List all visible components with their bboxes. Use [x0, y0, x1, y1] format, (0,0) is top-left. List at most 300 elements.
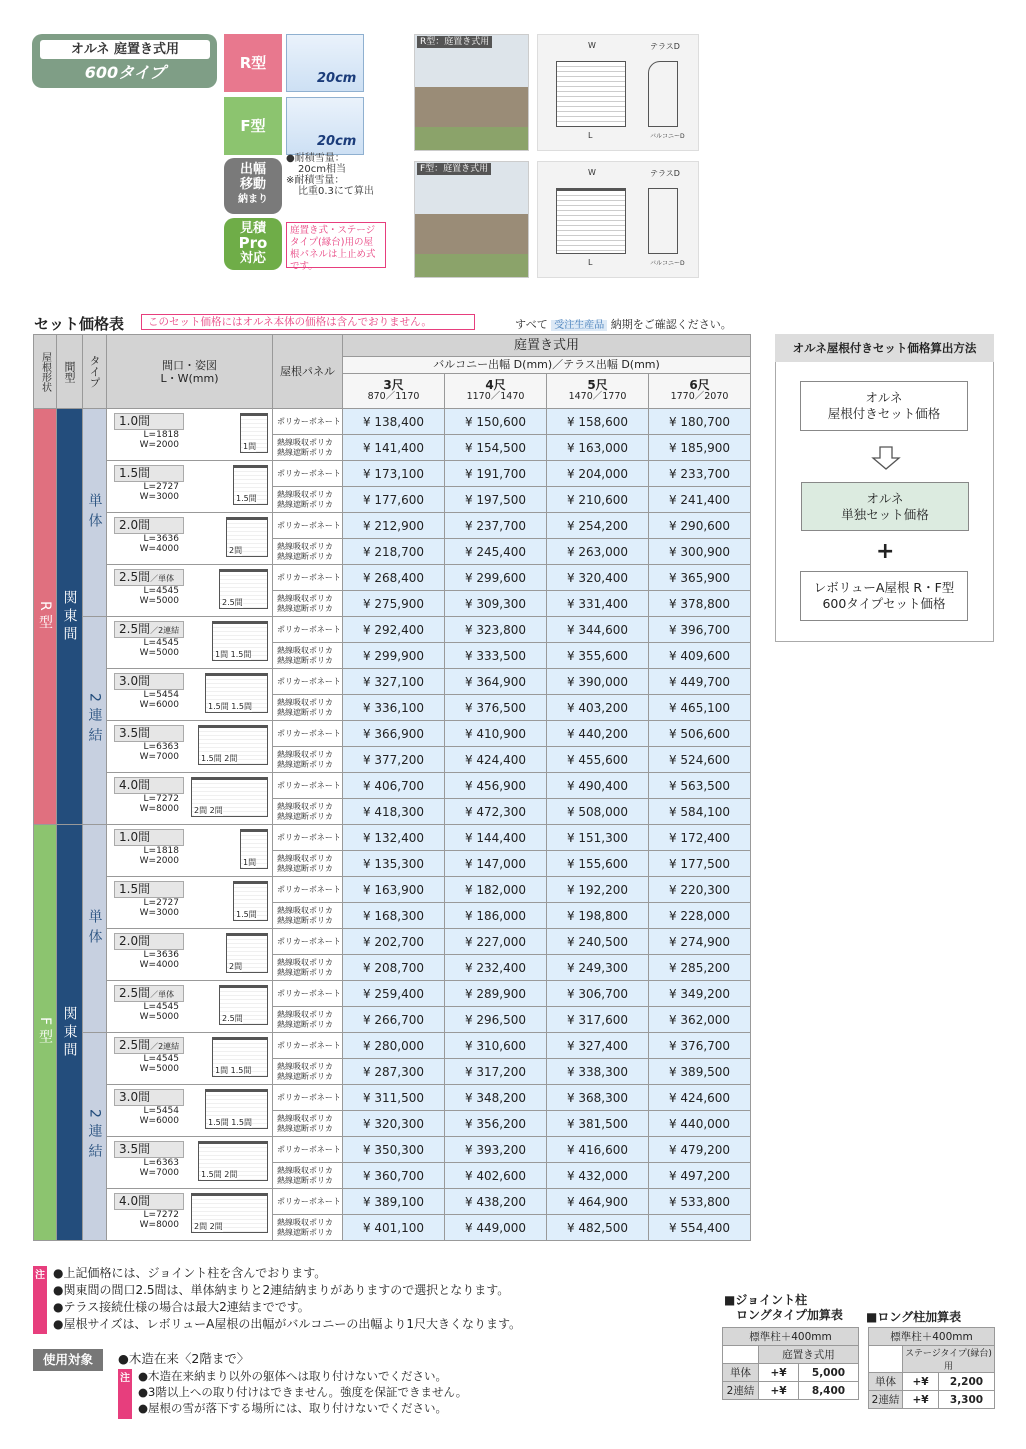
- price-cell: ¥ 465,100: [649, 695, 751, 721]
- size-l: L=4545: [143, 586, 179, 596]
- size-w: W=3000: [139, 908, 179, 918]
- side-view: [648, 61, 678, 127]
- size-label-main: 4.0間: [119, 1194, 151, 1208]
- panel-pc: ポリカーボネート: [273, 617, 343, 643]
- notes-list: [53, 1265, 521, 1333]
- price-cell: ¥ 180,700: [649, 409, 751, 435]
- price-cell: ¥ 197,500: [445, 487, 547, 513]
- use-notes-list: [138, 1368, 467, 1416]
- size-w: W=8000: [139, 804, 179, 814]
- calc-line: 600タイプセット価格: [822, 596, 946, 611]
- note-tag: 注: [33, 1266, 47, 1334]
- note-line: 20cm相当: [298, 164, 346, 175]
- frame-icon: [233, 881, 268, 921]
- size-label: [114, 725, 184, 742]
- joint-row-sign: +¥: [759, 1382, 799, 1400]
- frame-icon: [191, 777, 268, 817]
- price-cell: ¥ 432,000: [547, 1163, 649, 1189]
- size-label-main: 2.5間: [119, 570, 151, 584]
- panel-pc: ポリカーボネート: [273, 513, 343, 539]
- col-mm: 870／1170: [367, 391, 420, 402]
- frame-icon: [226, 933, 268, 973]
- size-w: W=3000: [139, 492, 179, 502]
- frame-icon-label: 2間: [229, 962, 243, 971]
- price-cell: ¥ 320,400: [547, 565, 649, 591]
- dim-l: L: [588, 131, 593, 140]
- order-suffix: 納期をご確認ください。: [610, 318, 732, 331]
- price-row: [34, 1189, 751, 1215]
- price-cell: ¥ 173,100: [343, 461, 445, 487]
- size-label-main: 1.0間: [119, 414, 151, 428]
- price-cell: ¥ 464,900: [547, 1189, 649, 1215]
- product-title: オルネ 庭置き式用: [40, 40, 210, 59]
- frame-icon: [233, 465, 268, 505]
- panel-heat: 熱線吸収ポリカ 熱線遮断ポリカ: [273, 955, 343, 981]
- snow-note: [286, 153, 374, 197]
- frame-icon: [212, 1037, 268, 1077]
- price-cell: ¥ 338,300: [547, 1059, 649, 1085]
- price-cell: ¥ 254,200: [547, 513, 649, 539]
- size-cell: [107, 1033, 273, 1085]
- frame-icon-label: 1間 1.5間: [215, 650, 252, 659]
- use-note-tag: 注: [118, 1369, 132, 1419]
- price-cell: ¥ 208,700: [343, 955, 445, 981]
- price-cell: ¥ 356,200: [445, 1111, 547, 1137]
- panel-heat: 熱線吸収ポリカ 熱線遮断ポリカ: [273, 1163, 343, 1189]
- frame-icon: [219, 985, 268, 1025]
- header-sub: バルコニー出幅 D(mm)／テラス出幅 D(mm): [343, 357, 751, 374]
- note-line: ※耐積雪量：: [286, 175, 345, 186]
- joint-table-title: [724, 1293, 843, 1323]
- panel-heat: 熱線吸収ポリカ 熱線遮断ポリカ: [273, 695, 343, 721]
- col-header: [343, 374, 445, 409]
- joint-row-label: 単体: [723, 1364, 759, 1382]
- price-cell: ¥ 280,000: [343, 1033, 445, 1059]
- dim-bd: バルコニーD: [650, 260, 685, 267]
- price-row: [34, 1033, 751, 1059]
- size-cell: [107, 565, 273, 617]
- price-cell: ¥ 331,400: [547, 591, 649, 617]
- size-w: W=2000: [139, 856, 179, 866]
- snow-load-label: 20cm: [317, 71, 357, 86]
- price-row: [34, 565, 751, 591]
- price-cell: ¥ 227,000: [445, 929, 547, 955]
- frame-icon-label: 1.5間: [236, 494, 257, 503]
- joint-sub: 庭置き式用: [759, 1346, 859, 1364]
- use-note-item: ●屋根の雪が落下する場所には、取り付けないでください。: [138, 1401, 448, 1415]
- price-cell: ¥ 479,200: [649, 1137, 751, 1163]
- panel-pc: ポリカーボネート: [273, 669, 343, 695]
- size-w: W=5000: [139, 596, 179, 606]
- panel-heat: 熱線吸収ポリカ 熱線遮断ポリカ: [273, 1111, 343, 1137]
- frame-icon-label: 1間: [243, 858, 257, 867]
- long-row-value: 2,200: [939, 1373, 995, 1391]
- price-cell: ¥ 424,600: [649, 1085, 751, 1111]
- price-row: [34, 721, 751, 747]
- product-subtitle: 600タイプ: [84, 63, 166, 82]
- price-cell: ¥ 135,300: [343, 851, 445, 877]
- frame-icon-label: 2間 2間: [194, 1222, 223, 1231]
- long-row-label: 単体: [869, 1373, 903, 1391]
- size-w: W=7000: [139, 1168, 179, 1178]
- size-label: [114, 1089, 184, 1106]
- roof-shape-cell: R型: [34, 409, 57, 825]
- size-label-sub: ／2連結: [150, 1042, 180, 1051]
- r-type-badge: R型: [224, 34, 282, 92]
- size-w: W=5000: [139, 1012, 179, 1022]
- frame-icon-label: 2.5間: [222, 598, 243, 607]
- price-cell: ¥ 177,600: [343, 487, 445, 513]
- header-ken: 間型: [57, 335, 83, 409]
- dim-w: W: [588, 168, 596, 177]
- price-row: [34, 825, 751, 851]
- long-row-sign: +¥: [903, 1373, 939, 1391]
- header-shape: 屋根形状: [34, 335, 57, 409]
- price-cell: ¥ 310,600: [445, 1033, 547, 1059]
- frame-icon-label: 1.5間 1.5間: [208, 1118, 252, 1127]
- front-view: [556, 61, 626, 127]
- dim-w: W: [588, 41, 596, 50]
- size-label: [114, 1141, 184, 1158]
- frame-icon-label: 1.5間 1.5間: [208, 702, 252, 711]
- size-l: L=1818: [143, 846, 179, 856]
- note-line: ●耐積雪量：: [286, 153, 345, 164]
- size-cell: [107, 877, 273, 929]
- price-cell: ¥ 360,700: [343, 1163, 445, 1189]
- price-cell: ¥ 220,300: [649, 877, 751, 903]
- price-cell: ¥ 172,400: [649, 825, 751, 851]
- panel-heat: 熱線吸収ポリカ 熱線遮断ポリカ: [273, 851, 343, 877]
- price-cell: ¥ 259,400: [343, 981, 445, 1007]
- price-cell: ¥ 151,300: [547, 825, 649, 851]
- col-shaku: 3尺: [383, 378, 404, 392]
- price-cell: ¥ 355,600: [547, 643, 649, 669]
- frame-icon: [219, 569, 268, 609]
- joint-title-line: ロングタイプ加算表: [736, 1308, 843, 1322]
- price-cell: ¥ 349,200: [649, 981, 751, 1007]
- order-prefix: すべて: [515, 318, 548, 331]
- size-cell: [107, 1085, 273, 1137]
- price-cell: ¥ 508,000: [547, 799, 649, 825]
- joint-row-value: 5,000: [799, 1364, 859, 1382]
- long-table: [868, 1327, 995, 1409]
- header-group: 庭置き式用: [343, 335, 751, 357]
- long-sub: ステージタイプ(縁台)用: [903, 1346, 995, 1373]
- price-cell: ¥ 155,600: [547, 851, 649, 877]
- price-cell: ¥ 228,000: [649, 903, 751, 929]
- estimate-pro-badge: [224, 218, 282, 270]
- size-label: [114, 569, 184, 586]
- roof-shape-cell: F型: [34, 825, 57, 1241]
- price-cell: ¥ 132,400: [343, 825, 445, 851]
- size-l: L=6363: [143, 1158, 179, 1168]
- size-label: [114, 413, 184, 430]
- size-cell: [107, 617, 273, 669]
- projection-move-badge: [224, 158, 282, 214]
- size-label: [114, 881, 184, 898]
- frame-icon: [205, 1089, 268, 1129]
- price-cell: ¥ 584,100: [649, 799, 751, 825]
- panel-pc: ポリカーボネート: [273, 929, 343, 955]
- col-header: [547, 374, 649, 409]
- price-cell: ¥ 362,000: [649, 1007, 751, 1033]
- f-type-badge: F型: [224, 97, 282, 155]
- use-note-item: ●3階以上への取り付けはできません。強度を保証できません。: [138, 1385, 468, 1399]
- r-type-drawing: [537, 34, 699, 151]
- size-l: L=5454: [143, 1106, 179, 1116]
- size-w: W=6000: [139, 1116, 179, 1126]
- long-table-title: ■ロング柱加算表: [866, 1310, 962, 1324]
- header-size-l2: L・W(mm): [160, 371, 219, 385]
- frame-icon-label: 1間: [243, 442, 257, 451]
- use-note-item: ●木造在来納まり以外の躯体へは取り付けないでください。: [138, 1369, 448, 1383]
- price-row: [34, 773, 751, 799]
- price-cell: ¥ 472,300: [445, 799, 547, 825]
- panel-pc: ポリカーボネート: [273, 1137, 343, 1163]
- size-cell: [107, 929, 273, 981]
- price-table: [33, 334, 751, 1241]
- price-cell: ¥ 368,300: [547, 1085, 649, 1111]
- frame-icon-label: 1.5間 2間: [201, 1170, 238, 1179]
- price-cell: ¥ 218,700: [343, 539, 445, 565]
- panel-heat: 熱線吸収ポリカ 熱線遮断ポリカ: [273, 435, 343, 461]
- price-cell: ¥ 497,200: [649, 1163, 751, 1189]
- price-cell: ¥ 182,000: [445, 877, 547, 903]
- calc-method-title: オルネ屋根付きセット価格算出方法: [775, 334, 994, 362]
- joint-row-sign: +¥: [759, 1364, 799, 1382]
- price-cell: ¥ 320,300: [343, 1111, 445, 1137]
- price-row: [34, 513, 751, 539]
- price-cell: ¥ 300,900: [649, 539, 751, 565]
- header-size: [107, 335, 273, 409]
- frame-icon: [198, 1141, 268, 1181]
- down-arrow-icon: [871, 446, 901, 470]
- price-row: [34, 1137, 751, 1163]
- price-cell: ¥ 506,600: [649, 721, 751, 747]
- long-row-value: 3,300: [939, 1391, 995, 1409]
- price-cell: ¥ 233,700: [649, 461, 751, 487]
- dim-d: テラスD: [650, 42, 680, 51]
- price-cell: ¥ 285,200: [649, 955, 751, 981]
- size-label: [114, 829, 184, 846]
- note-item: ●屋根サイズは、レボリューA屋根の出幅がバルコニーの出幅より1尺大きくなります。: [53, 1317, 522, 1331]
- price-cell: ¥ 366,900: [343, 721, 445, 747]
- price-cell: ¥ 389,500: [649, 1059, 751, 1085]
- price-cell: ¥ 309,300: [445, 591, 547, 617]
- frame-icon-label: 2間: [229, 546, 243, 555]
- price-row: [34, 617, 751, 643]
- panel-pc: ポリカーボネート: [273, 773, 343, 799]
- calc-line: オルネ: [866, 491, 904, 506]
- price-cell: ¥ 401,100: [343, 1215, 445, 1241]
- size-label-main: 2.0間: [119, 518, 151, 532]
- calc-line: 屋根付きセット価格: [827, 406, 941, 421]
- price-cell: ¥ 456,900: [445, 773, 547, 799]
- frame-icon: [198, 725, 268, 765]
- use-target-value: ●木造在来〈2階まで〉: [118, 1351, 250, 1366]
- region-cell: 関東間: [57, 409, 83, 825]
- size-l: L=2727: [143, 898, 179, 908]
- panel-heat: 熱線吸収ポリカ 熱線遮断ポリカ: [273, 591, 343, 617]
- size-cell: [107, 721, 273, 773]
- size-label: [114, 1037, 184, 1054]
- price-cell: ¥ 344,600: [547, 617, 649, 643]
- calc-line: オルネ: [865, 390, 903, 405]
- price-cell: ¥ 306,700: [547, 981, 649, 1007]
- panel-heat: 熱線吸収ポリカ 熱線遮断ポリカ: [273, 903, 343, 929]
- price-cell: ¥ 364,900: [445, 669, 547, 695]
- calc-result-box: [800, 381, 968, 431]
- price-cell: ¥ 163,900: [343, 877, 445, 903]
- size-w: W=5000: [139, 648, 179, 658]
- note-line: 比重0.3にて算出: [298, 186, 374, 197]
- calc-line: 単独セット価格: [841, 507, 929, 522]
- size-w: W=4000: [139, 544, 179, 554]
- long-head: 標準柱＋400mm: [869, 1328, 995, 1346]
- type-cell: 2連結: [83, 1033, 107, 1241]
- price-cell: ¥ 449,000: [445, 1215, 547, 1241]
- price-cell: ¥ 389,100: [343, 1189, 445, 1215]
- price-cell: ¥ 191,700: [445, 461, 547, 487]
- panel-note: 庭置き式・ステージタイプ(縁台)用の屋根パネルは上止め式です。: [286, 222, 386, 268]
- header-size-l1: 間口・姿図: [162, 358, 217, 372]
- size-l: L=4545: [143, 638, 179, 648]
- price-cell: ¥ 393,200: [445, 1137, 547, 1163]
- price-cell: ¥ 403,200: [547, 695, 649, 721]
- price-cell: ¥ 563,500: [649, 773, 751, 799]
- size-label: [114, 985, 184, 1002]
- snow-load-label: 20cm: [317, 134, 357, 149]
- badge-line: 出幅: [239, 162, 266, 177]
- price-row: [34, 1085, 751, 1111]
- size-label-main: 3.0間: [119, 1090, 151, 1104]
- price-cell: ¥ 438,200: [445, 1189, 547, 1215]
- price-cell: ¥ 232,400: [445, 955, 547, 981]
- price-cell: ¥ 410,900: [445, 721, 547, 747]
- price-cell: ¥ 138,400: [343, 409, 445, 435]
- price-cell: ¥ 198,800: [547, 903, 649, 929]
- size-l: L=2727: [143, 482, 179, 492]
- col-shaku: 4尺: [485, 378, 506, 392]
- panel-heat: 熱線吸収ポリカ 熱線遮断ポリカ: [273, 487, 343, 513]
- price-cell: ¥ 336,100: [343, 695, 445, 721]
- size-label: [114, 673, 184, 690]
- price-cell: ¥ 296,500: [445, 1007, 547, 1033]
- size-label-main: 1.0間: [119, 830, 151, 844]
- price-cell: ¥ 147,000: [445, 851, 547, 877]
- joint-row-label: 2連結: [723, 1382, 759, 1400]
- price-cell: ¥ 424,400: [445, 747, 547, 773]
- col-mm: 1170／1470: [466, 391, 525, 402]
- price-cell: ¥ 554,400: [649, 1215, 751, 1241]
- price-cell: ¥ 144,400: [445, 825, 547, 851]
- size-w: W=6000: [139, 700, 179, 710]
- frame-icon-label: 1.5間: [236, 910, 257, 919]
- size-label: [114, 777, 184, 794]
- size-label-main: 1.5間: [119, 882, 151, 896]
- size-label: [114, 465, 184, 482]
- price-cell: ¥ 241,400: [649, 487, 751, 513]
- size-label-sub: ／単体: [150, 574, 175, 583]
- size-label-sub: ／2連結: [150, 626, 180, 635]
- size-label: [114, 517, 184, 534]
- size-l: L=1818: [143, 430, 179, 440]
- frame-icon: [226, 517, 268, 557]
- section-title: セット価格表: [34, 315, 125, 333]
- size-label: [114, 621, 184, 638]
- note-item: ●テラス接続仕様の場合は最大2連結までです。: [53, 1300, 310, 1314]
- price-cell: ¥ 317,600: [547, 1007, 649, 1033]
- size-cell: [107, 981, 273, 1033]
- dim-d: テラスD: [650, 169, 680, 178]
- price-cell: ¥ 378,800: [649, 591, 751, 617]
- price-cell: ¥ 449,700: [649, 669, 751, 695]
- joint-table: [722, 1327, 859, 1400]
- size-w: W=2000: [139, 440, 179, 450]
- price-cell: ¥ 376,500: [445, 695, 547, 721]
- price-cell: ¥ 416,600: [547, 1137, 649, 1163]
- price-cell: ¥ 249,300: [547, 955, 649, 981]
- size-cell: [107, 409, 273, 461]
- price-cell: ¥ 268,400: [343, 565, 445, 591]
- price-cell: ¥ 350,300: [343, 1137, 445, 1163]
- frame-icon: [240, 829, 268, 869]
- dim-l: L: [588, 258, 593, 267]
- header-panel: 屋根パネル: [273, 335, 343, 409]
- size-w: W=5000: [139, 1064, 179, 1074]
- region-cell: 関東間: [57, 825, 83, 1241]
- calc-roof-box: [800, 571, 968, 621]
- price-cell: ¥ 317,200: [445, 1059, 547, 1085]
- long-row-label: 2連結: [869, 1391, 903, 1409]
- price-cell: ¥ 266,700: [343, 1007, 445, 1033]
- size-label-main: 2.5間: [119, 986, 151, 1000]
- badge-line: 移動: [239, 177, 266, 192]
- price-cell: ¥ 192,200: [547, 877, 649, 903]
- size-l: L=3636: [143, 534, 179, 544]
- price-cell: ¥ 327,100: [343, 669, 445, 695]
- price-cell: ¥ 390,000: [547, 669, 649, 695]
- dim-bd: バルコニーD: [650, 133, 685, 140]
- price-cell: ¥ 299,600: [445, 565, 547, 591]
- size-l: L=7272: [143, 1210, 179, 1220]
- panel-heat: 熱線吸収ポリカ 熱線遮断ポリカ: [273, 539, 343, 565]
- panel-pc: ポリカーボネート: [273, 409, 343, 435]
- price-cell: ¥ 365,900: [649, 565, 751, 591]
- badge-line: 納まり: [238, 194, 268, 205]
- price-cell: ¥ 381,500: [547, 1111, 649, 1137]
- type-cell: 単体: [83, 409, 107, 617]
- price-cell: ¥ 455,600: [547, 747, 649, 773]
- panel-pc: ポリカーボネート: [273, 1085, 343, 1111]
- size-cell: [107, 513, 273, 565]
- price-cell: ¥ 158,600: [547, 409, 649, 435]
- price-cell: ¥ 237,700: [445, 513, 547, 539]
- size-label-main: 1.5間: [119, 466, 151, 480]
- panel-heat: 熱線吸収ポリカ 熱線遮断ポリカ: [273, 799, 343, 825]
- price-cell: ¥ 202,700: [343, 929, 445, 955]
- panel-heat: 熱線吸収ポリカ 熱線遮断ポリカ: [273, 1007, 343, 1033]
- size-l: L=4545: [143, 1002, 179, 1012]
- panel-heat: 熱線吸収ポリカ 熱線遮断ポリカ: [273, 643, 343, 669]
- photo-label: R型：庭置き式用: [417, 36, 492, 48]
- col-mm: 1470／1770: [568, 391, 627, 402]
- price-cell: ¥ 185,900: [649, 435, 751, 461]
- price-row: [34, 669, 751, 695]
- price-cell: ¥ 327,400: [547, 1033, 649, 1059]
- price-cell: ¥ 409,600: [649, 643, 751, 669]
- badge-line: 見積: [239, 221, 266, 236]
